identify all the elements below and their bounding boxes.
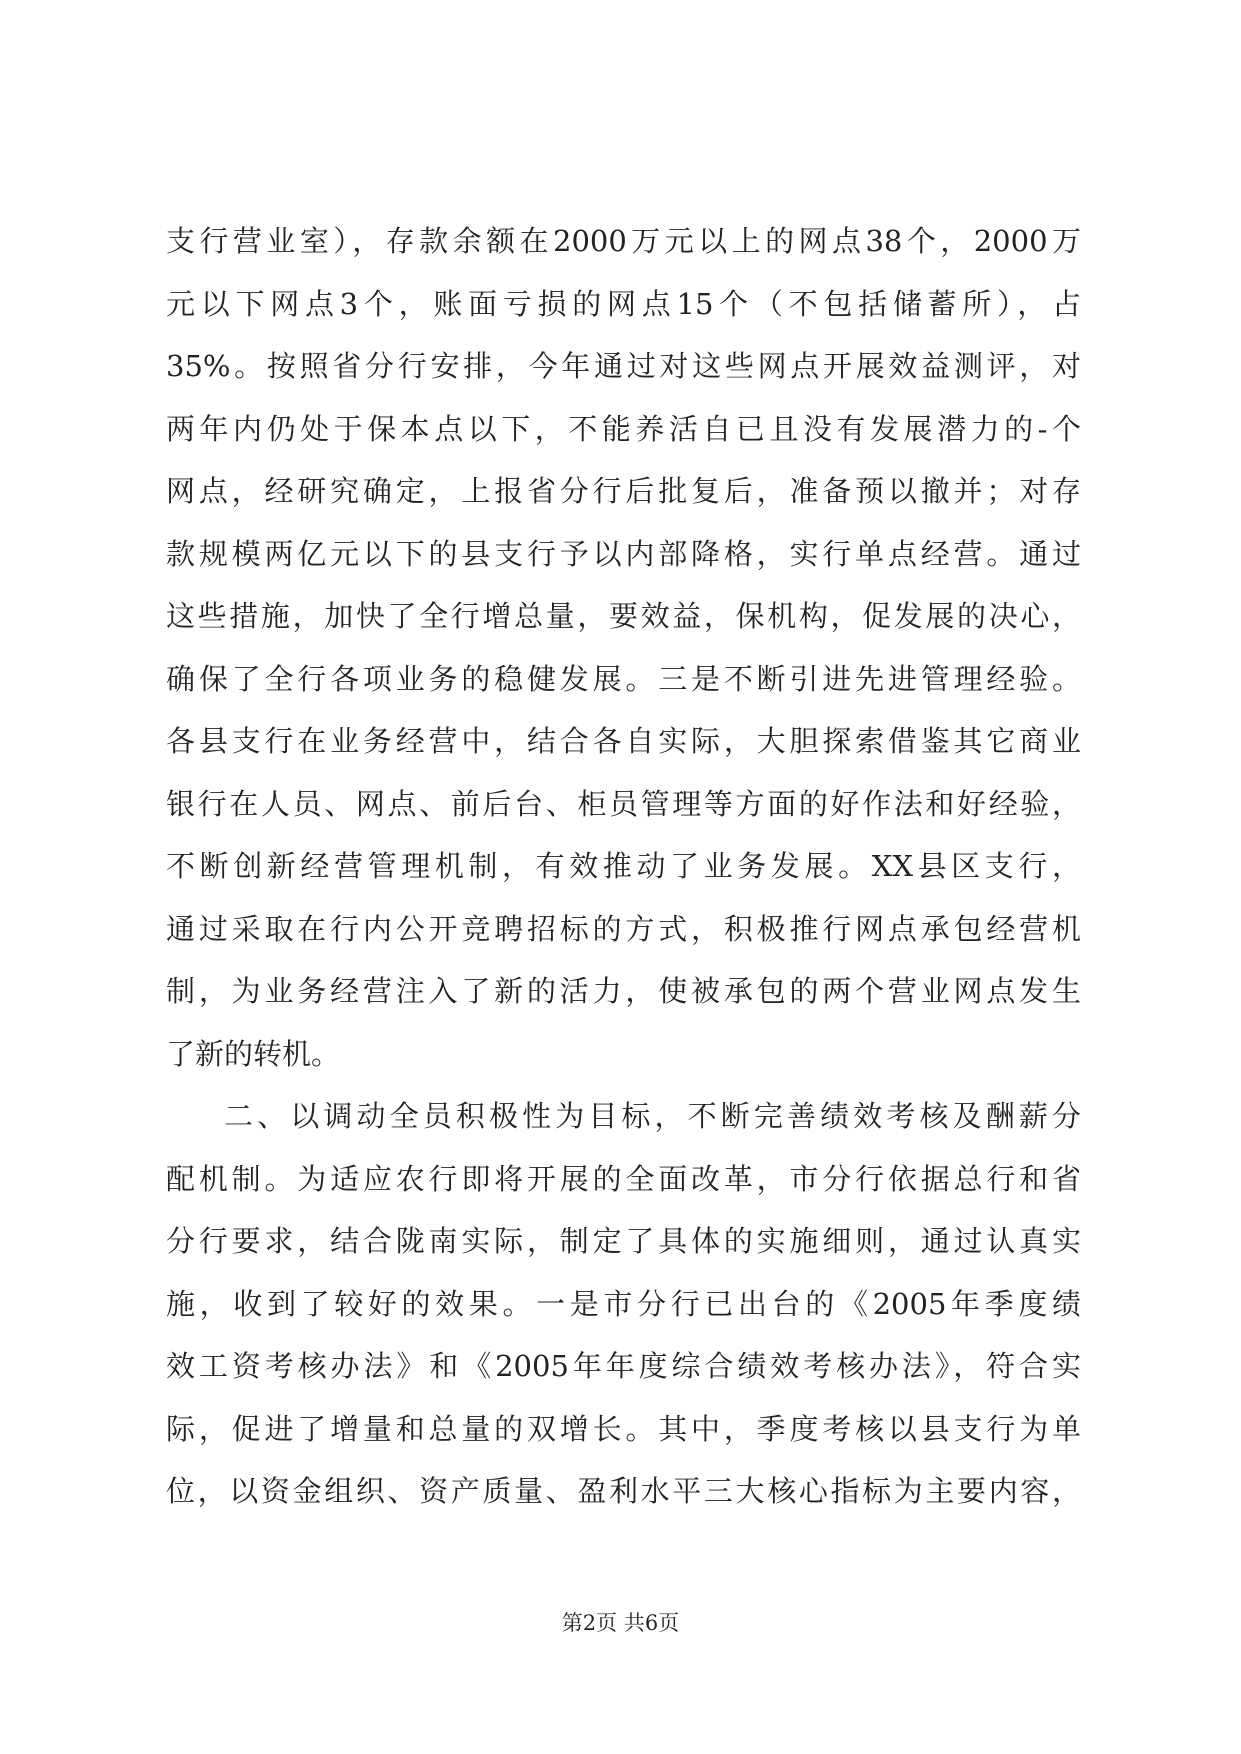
paragraph-line: 位，以资金组织、资产质量、盈利水平三大核心指标为主要内容， [166,1474,1081,1508]
paragraph-line: 确保了全行各项业务的稳健发展。三是不断引进先进管理经验。 [166,661,1081,696]
paragraph-line: 效工资考核办法》和《2005年年度综合绩效考核办法》，符合实 [166,1349,1081,1383]
paragraph-line: 通过采取在行内公开竞聘招标的方式，积极推行网点承包经营机 [166,911,1081,946]
paragraph-line: 不断创新经营管理机制，有效推动了业务发展。XX县区支行， [166,849,1081,883]
paragraph-line: 网点，经研究确定，上报省分行后批复后，准备预以撤并；对存 [166,474,1081,508]
paragraph-line: 元以下网点3个，账面亏损的网点15个（不包括储蓄所），占 [166,286,1081,321]
paragraph-line: 支行营业室），存款余额在2000万元以上的网点38个，2000万 [166,224,1081,258]
paragraph-line: 各县支行在业务经营中，结合各自实际，大胆探索借鉴其它商业 [166,724,1081,758]
page-number-footer: 第2页 共6页 [561,1611,680,1635]
paragraph-line: 35%。按照省分行安排，今年通过对这些网点开展效益测评，对 [166,349,1081,383]
paragraph-line: 际，促进了增量和总量的双增长。其中，季度考核以县支行为单 [166,1411,1081,1446]
paragraph-line: 施，收到了较好的效果。一是市分行已出台的《2005年季度绩 [166,1286,1081,1321]
paragraph-line: 款规模两亿元以下的县支行予以内部降格，实行单点经营。通过 [166,536,1081,571]
paragraph-line: 这些措施，加快了全行增总量，要效益，保机构，促发展的决心， [166,599,1081,633]
paragraph-line: 分行要求，结合陇南实际，制定了具体的实施细则，通过认真实 [166,1224,1081,1258]
paragraph-line: 银行在人员、网点、前后台、柜员管理等方面的好作法和好经验， [166,786,1081,821]
document-body [166,224,1081,1540]
paragraph-line: 配机制。为适应农行即将开展的全面改革，市分行依据总行和省 [166,1161,1081,1196]
paragraph-line: 二、以调动全员积极性为目标，不断完善绩效考核及酬薪分 [224,1099,1081,1133]
paragraph-line: 制，为业务经营注入了新的活力，使被承包的两个营业网点发生 [166,974,1081,1008]
paragraph-line: 两年内仍处于保本点以下，不能养活自已且没有发展潜力的-个 [166,411,1081,446]
paragraph-line: 了新的转机。 [166,1036,341,1071]
